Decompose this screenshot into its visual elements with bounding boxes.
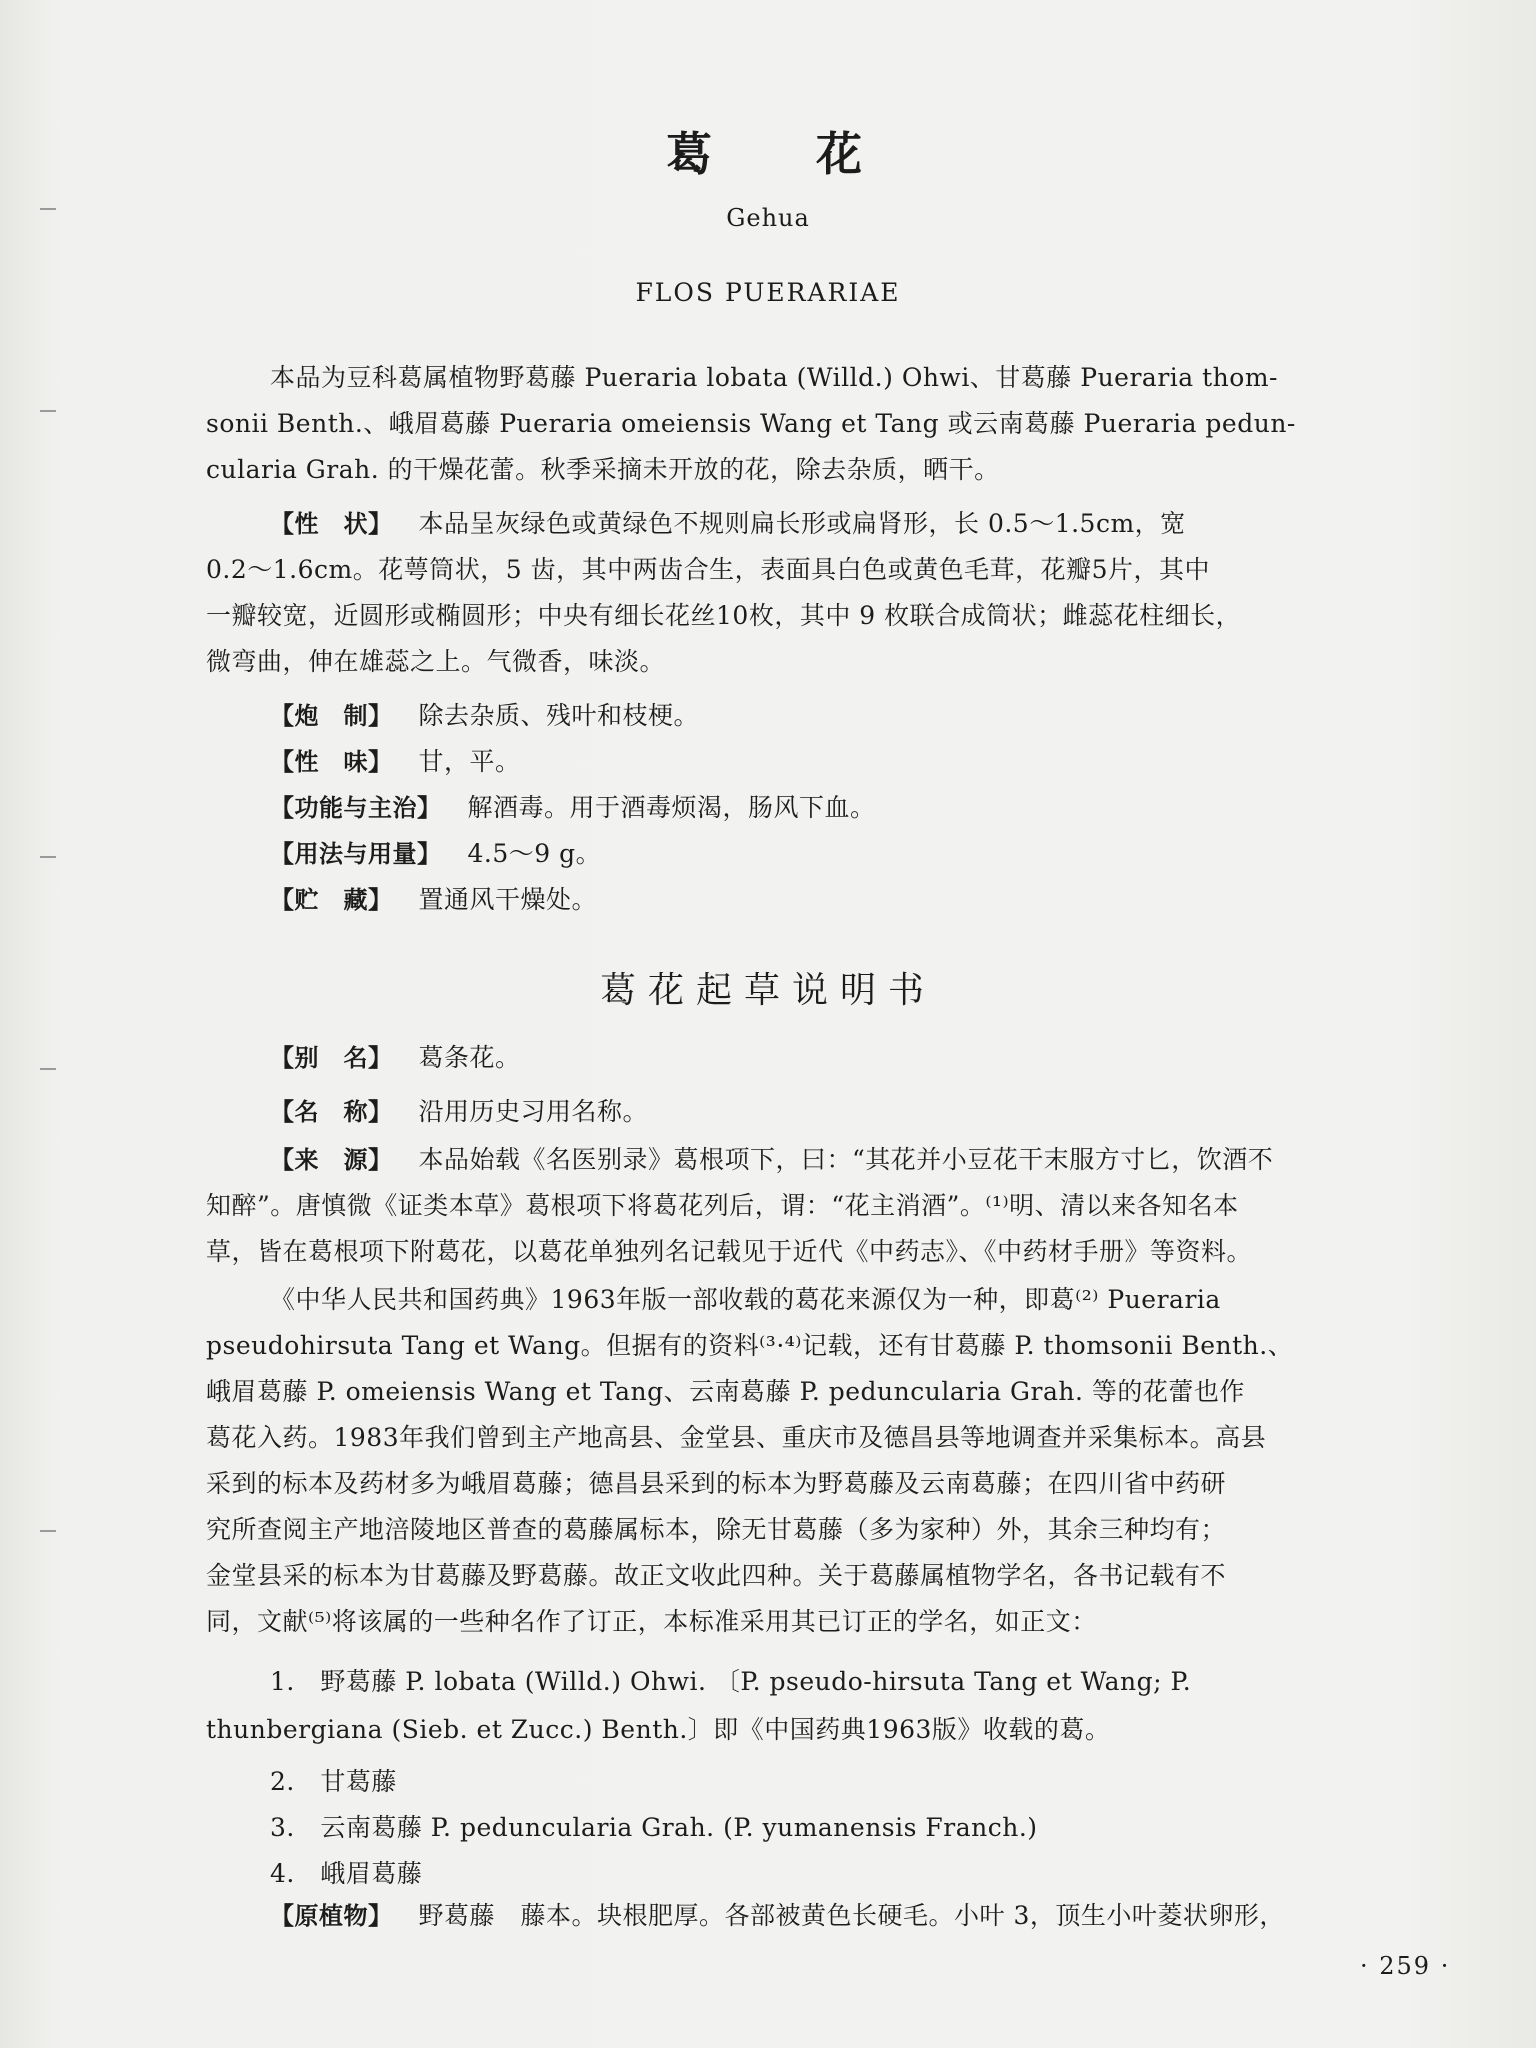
section-zhucang: [270, 882, 1482, 918]
section-text: 除去杂质、残叶和枝梗。: [418, 701, 700, 730]
section-text: 一瓣较宽，近圆形或椭圆形；中央有细长花丝10枚，其中 9 枚联合成筒状；雌蕊花柱细长，: [206, 601, 1242, 630]
margin-mark: [40, 856, 56, 858]
section-text: 葛条花。: [418, 1043, 521, 1072]
section-yongfa: [270, 836, 1482, 872]
section-text: 0.2～1.6cm。花萼筒状，5 齿，其中两齿合生，表面具白色或黄色毛茸，花瓣5片，其中: [206, 555, 1210, 584]
draft-mingcheng: [270, 1094, 1482, 1130]
list-item: thunbergiana (Sieb. et Zucc.) Benth.〕即《中国药典1963版》收载的葛。: [206, 1715, 1111, 1744]
section-text: 野葛藤 藤本。块根肥厚。各部被黄色长硬毛。小叶 3，顶生小叶菱状卵形，: [418, 1901, 1285, 1930]
title-char: 花: [816, 127, 870, 181]
paragraph-line: 究所查阅主产地涪陵地区普查的葛藤属标本，除无甘葛藤（多为家种）外，其余三种均有；: [206, 1515, 1227, 1544]
list-item: 4. 峨眉葛藤: [270, 1859, 423, 1888]
paragraph-line: pseudohirsuta Tang et Wang。但据有的资料⁽³·⁴⁾记载，还有甘葛藤 P. thomsonii Benth.、: [206, 1331, 1294, 1360]
list-item: 1. 野葛藤 P. lobata (Willd.) Ohwi. 〔P. pseudo-hirsuta Tang et Wang; P.: [270, 1667, 1192, 1696]
paragraph-line: 采到的标本及药材多为峨眉葛藤；德昌县采到的标本为野葛藤及云南葛藤；在四川省中药研: [206, 1469, 1227, 1498]
section-text: 置通风干燥处。: [418, 885, 598, 914]
section-text: 知醉”。唐慎微《证类本草》葛根项下将葛花列后，谓：“花主消酒”。⁽¹⁾明、清以来各知名本: [206, 1191, 1239, 1220]
paragraph-line: 同，文献⁽⁵⁾将该属的一些种名作了订正，本标准采用其已订正的学名，如正文：: [206, 1607, 1097, 1636]
section-xingwei: [270, 744, 1482, 780]
list-item: 2. 甘葛藤: [270, 1767, 397, 1796]
section-heading: 【别 名】: [270, 1044, 393, 1072]
margin-mark: [40, 410, 56, 412]
paragraph-line: 金堂县采的标本为甘葛藤及野葛藤。故正文收此四种。关于葛藤属植物学名，各书记载有不: [206, 1561, 1227, 1590]
paragraph-line: 葛花入药。1983年我们曾到主产地高县、金堂县、重庆市及德昌县等地调查并采集标本。高县: [206, 1423, 1267, 1452]
section-heading: 【贮 藏】: [270, 886, 393, 914]
section-paozhi: [270, 698, 1482, 734]
section-xingzhuang: [270, 506, 1482, 542]
section-text: 甘，平。: [418, 747, 521, 776]
title-char: 葛: [666, 127, 720, 181]
section-text: 本品始载《名医别录》葛根项下，曰：“其花并小豆花干末服方寸匕，饮酒不: [418, 1145, 1274, 1174]
section-gongneng: [270, 790, 1482, 826]
section-heading: 【名 称】: [270, 1098, 393, 1126]
paragraph-line: 峨眉葛藤 P. omeiensis Wang et Tang、云南葛藤 P. peduncularia Grah. 等的花蕾也作: [206, 1377, 1245, 1406]
section-heading: 【原植物】: [270, 1902, 393, 1930]
page-title: [0, 118, 1536, 184]
margin-mark: [40, 1530, 56, 1532]
section-text: 微弯曲，伸在雄蕊之上。气微香，味淡。: [206, 647, 666, 676]
section-heading: 【性 状】: [270, 510, 393, 538]
page-number: · 259 ·: [1360, 1952, 1451, 1980]
list-item: 3. 云南葛藤 P. peduncularia Grah. (P. yumanensis Franch.): [270, 1813, 1038, 1842]
intro-line: sonii Benth.、峨眉葛藤 Pueraria omeiensis Wang et Tang 或云南葛藤 Pueraria pedun-: [206, 409, 1296, 438]
paragraph-line: 《中华人民共和国药典》1963年版一部收载的葛花来源仅为一种，即葛⁽²⁾ Pueraria: [270, 1285, 1221, 1314]
section-heading: 【性 味】: [270, 748, 393, 776]
intro-line: cularia Grah. 的干燥花蕾。秋季采摘未开放的花，除去杂质，晒干。: [206, 455, 1000, 484]
draft-laiyuan: [270, 1142, 1482, 1178]
intro-line: 本品为豆科葛属植物野葛藤 Pueraria lobata (Willd.) Ohwi、甘葛藤 Pueraria thom-: [270, 363, 1278, 392]
latin-name: FLOS PUERARIAE: [635, 278, 901, 307]
section-heading: 【功能与主治】: [270, 794, 442, 822]
section-text: 本品呈灰绿色或黄绿色不规则扁长形或扁肾形，长 0.5～1.5cm，宽: [418, 509, 1186, 538]
draft-subtitle: 葛花起草说明书: [599, 970, 936, 1011]
section-text: 4.5～9 g。: [467, 839, 602, 868]
section-heading: 【炮 制】: [270, 702, 393, 730]
draft-bieming: [270, 1040, 1482, 1076]
section-heading: 【来 源】: [270, 1146, 393, 1174]
margin-mark: [40, 1068, 56, 1070]
section-text: 解酒毒。用于酒毒烦渴，肠风下血。: [467, 793, 876, 822]
section-text: 沿用历史习用名称。: [418, 1097, 649, 1126]
section-heading: 【用法与用量】: [270, 840, 442, 868]
section-text: 草，皆在葛根项下附葛花，以葛花单独列名记载见于近代《中药志》、《中药材手册》等资料。: [206, 1237, 1253, 1266]
pinyin-name: Gehua: [726, 204, 810, 232]
draft-yuanzhiwu: [270, 1898, 1482, 1934]
